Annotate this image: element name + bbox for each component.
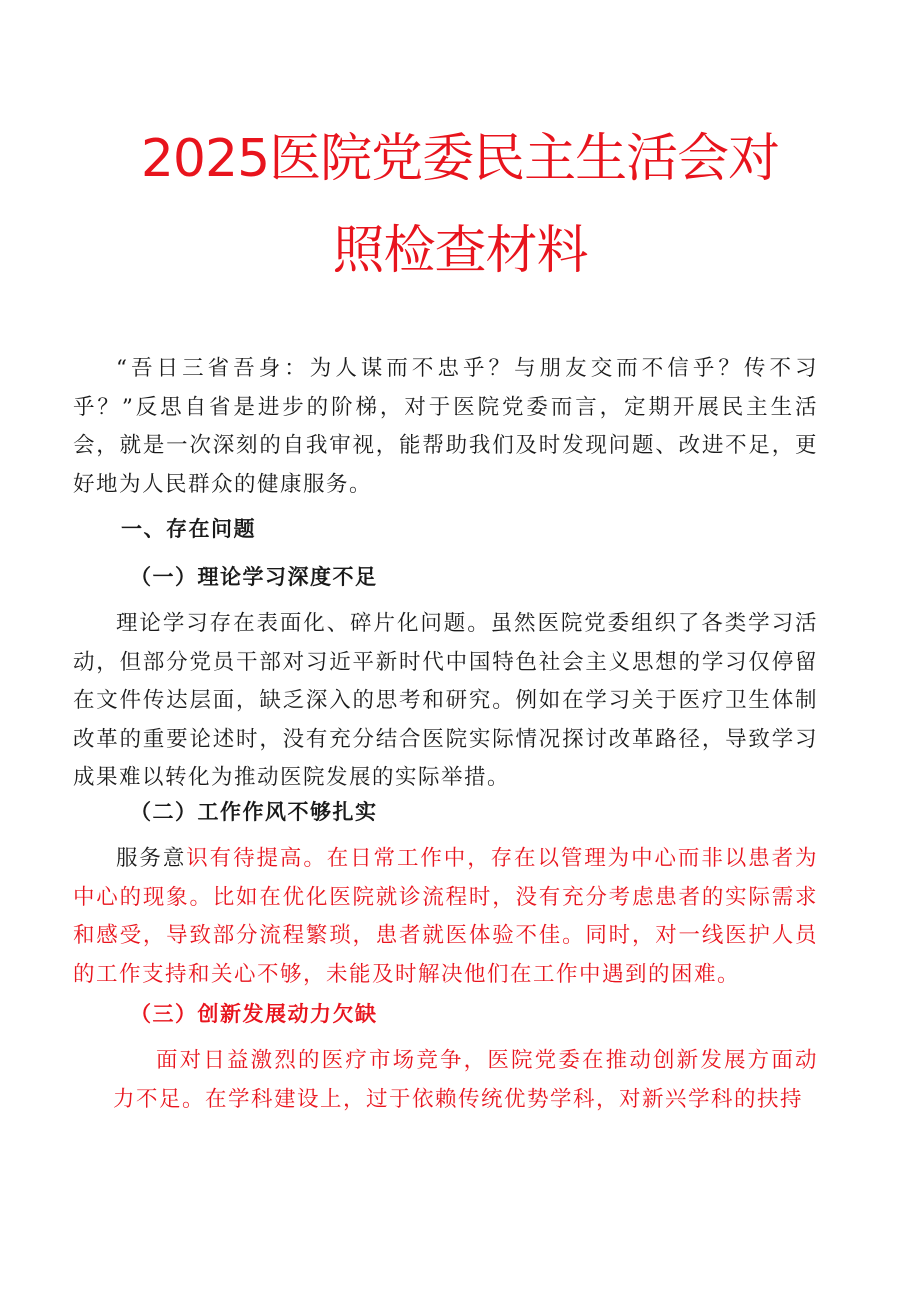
subsection-2-body-black: 服务意 [116,846,187,871]
subsection-heading-2: （二）工作作风不够扎实 [130,800,378,824]
intro-paragraph: “吾日三省吾身：为人谋而不忠乎？与朋友交而不信乎？传不习乎？”反思自省是进步的阶梯，对于医院党委而言，定期开展民主生活会，就是一次深刻的自我审视，能帮助我们及时发现问题、改进不足，更好地为人民群众的健康服务。 [73,356,818,497]
subsection-heading-1: （一）理论学习深度不足 [130,565,378,589]
document-title-line-1: 2025医院党委民主生活会对 [140,129,780,189]
subsection-3-body: 面对日益激烈的医疗市场竞争，医院党委在推动创新发展方面动力不足。在学科建设上，过于依赖传统优势学科，对新兴学科的扶持 [113,1048,818,1112]
document-title-line-2: 照检查材料 [332,221,588,281]
section-heading-problems: 一、存在问题 [121,517,256,541]
subsection-heading-3: （三）创新发展动力欠缺 [130,1002,378,1026]
subsection-1-body: 理论学习存在表面化、碎片化问题。虽然医院党委组织了各类学习活动，但部分党员干部对习近平新时代中国特色社会主义思想的学习仅停留在文件传达层面，缺乏深入的思考和研究。例如在学习关于医疗卫生体制改革的重要论述时，没有充分结合医院实际情况探讨改革路径，导致学习成果难以转化为推动医院发展的实际举措。 [73,611,818,790]
subsection-2-body [73,840,818,994]
subsection-2-body-red: 识有待提高。在日常工作中，存在以管理为中心而非以患者为中心的现象。比如在优化医院就诊流程时，没有充分考虑患者的实际需求和感受，导致部分流程繁琐，患者就医体验不佳。同时，对一线医护人员的工作支持和关心不够，未能及时解决他们在工作中遇到的困难。 [73,846,818,987]
